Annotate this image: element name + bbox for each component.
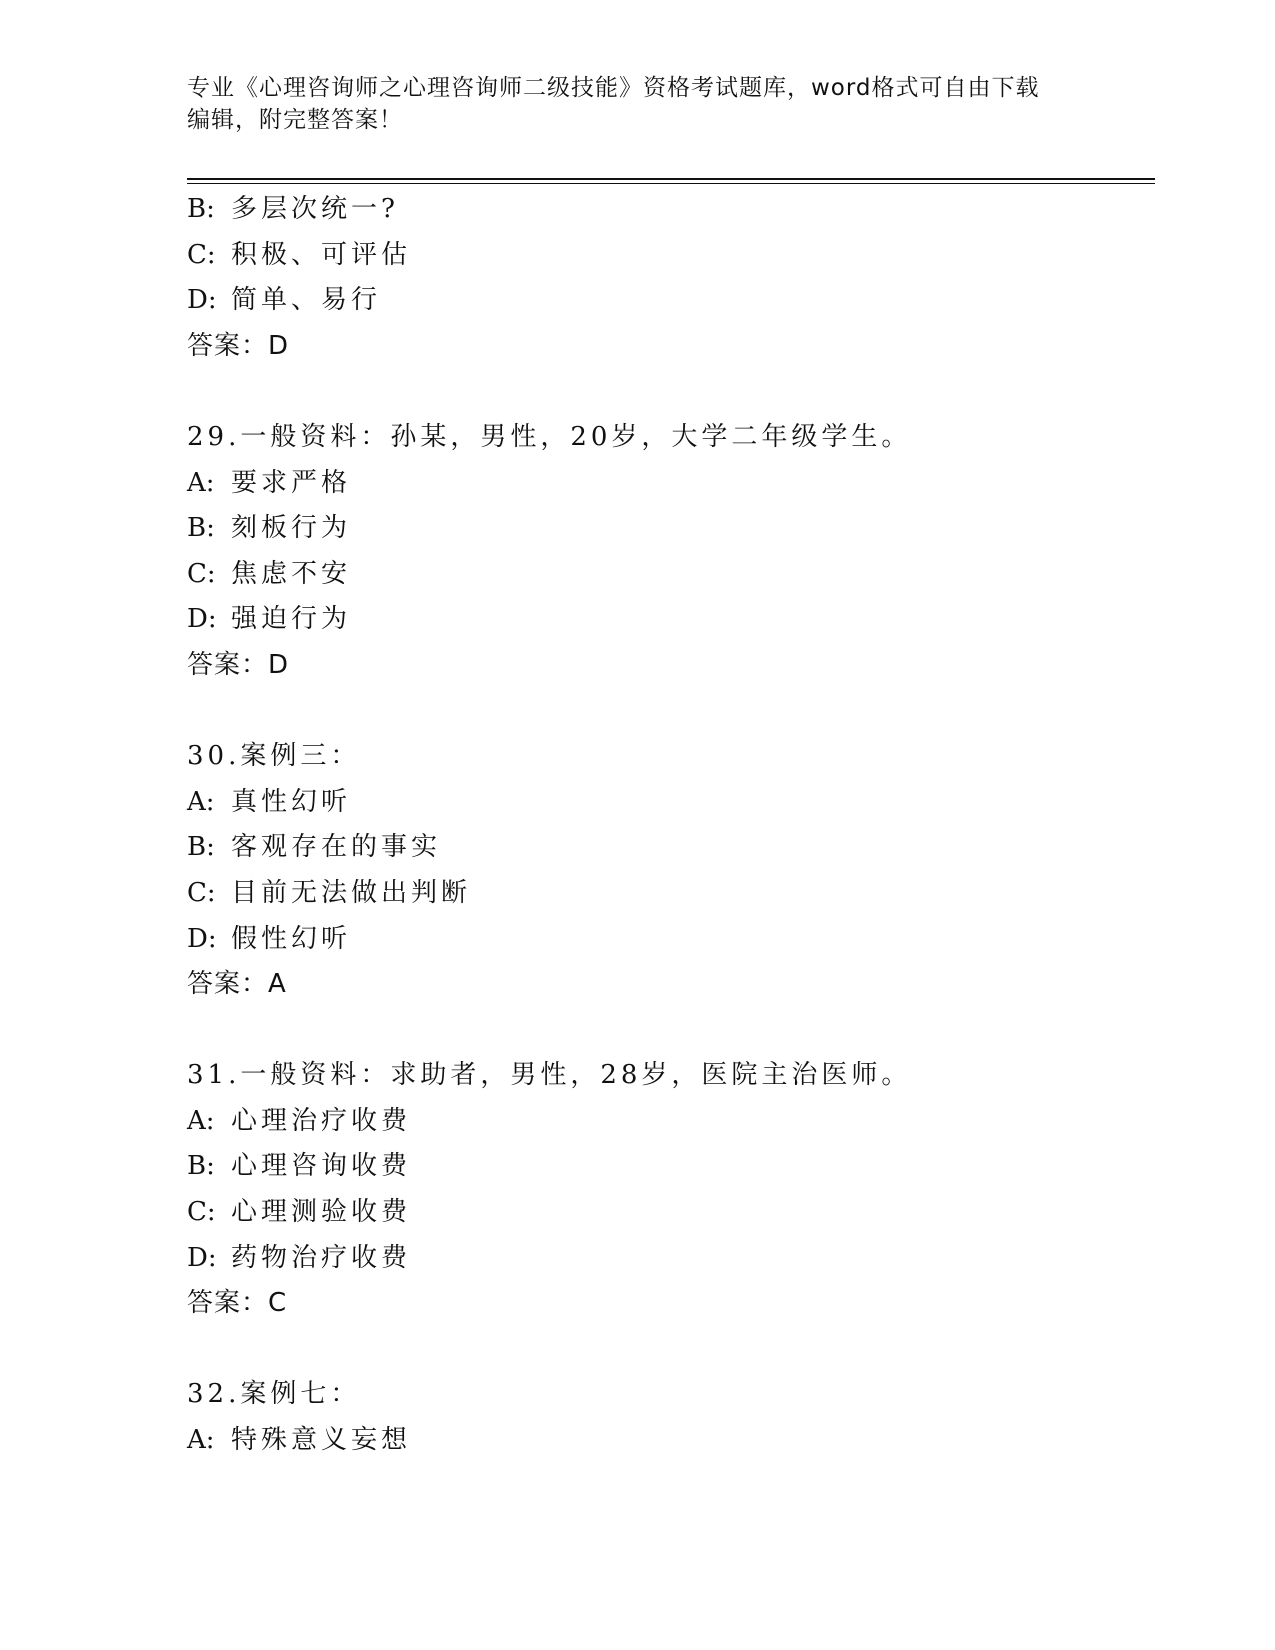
option-label: B: — [187, 513, 215, 544]
question-block-32 — [187, 1372, 1155, 1463]
option-label: D: — [187, 604, 217, 635]
answer-line: 答案：C — [187, 1288, 288, 1319]
option-a — [187, 1099, 1155, 1145]
option-text: 要求严格 — [231, 467, 352, 498]
header-divider-thick — [187, 178, 1155, 180]
question-text: 29.一般资料：孙某，男性，20岁，大学二年级学生。 — [187, 421, 912, 452]
option-label: B: — [187, 1151, 215, 1182]
question-block-30 — [187, 734, 1155, 1008]
option-text: 假性幻听 — [231, 923, 352, 954]
header-line-2: 编辑，附完整答案！ — [187, 107, 403, 133]
option-label: A: — [187, 1425, 215, 1456]
spacer — [187, 369, 1155, 415]
option-label: A: — [187, 1105, 215, 1136]
option-c — [187, 1190, 1155, 1236]
option-d — [187, 1236, 1155, 1282]
option-b — [187, 1144, 1155, 1190]
option-text: 真性幻听 — [231, 786, 352, 817]
option-text: 药物治疗收费 — [231, 1242, 412, 1273]
option-label: C: — [187, 1197, 216, 1228]
option-d — [187, 278, 1155, 324]
option-text: 心理咨询收费 — [231, 1151, 412, 1182]
option-b — [187, 187, 1155, 233]
option-text: 焦虑不安 — [231, 558, 352, 589]
question-block-29 — [187, 415, 1155, 689]
spacer — [187, 1327, 1155, 1373]
question-text: 32.案例七： — [187, 1379, 361, 1410]
option-d — [187, 597, 1155, 643]
option-d — [187, 917, 1155, 963]
question-block-31 — [187, 1053, 1155, 1327]
option-b — [187, 825, 1155, 871]
option-label: A: — [187, 786, 215, 817]
option-c — [187, 871, 1155, 917]
option-b — [187, 506, 1155, 552]
option-c — [187, 552, 1155, 598]
header-line-1: 专业《心理咨询师之心理咨询师二级技能》资格考试题库，word格式可自由下载 — [187, 75, 1040, 101]
option-label: B: — [187, 832, 215, 863]
question-list — [187, 187, 1155, 1464]
question-text: 30.案例三： — [187, 741, 361, 772]
option-text: 多层次统一? — [231, 194, 399, 224]
option-text: 客观存在的事实 — [231, 832, 442, 863]
option-c — [187, 233, 1155, 279]
spacer — [187, 1008, 1155, 1054]
option-text: 心理测验收费 — [231, 1197, 412, 1228]
option-text: 刻板行为 — [231, 513, 352, 544]
question-block-28 — [187, 187, 1155, 369]
option-a — [187, 461, 1155, 507]
answer-line: 答案：D — [187, 330, 290, 361]
option-label: D: — [187, 285, 217, 316]
option-label: C: — [187, 558, 216, 589]
option-text: 积极、可评估 — [231, 239, 412, 270]
option-text: 目前无法做出判断 — [231, 877, 472, 908]
option-text: 强迫行为 — [231, 604, 352, 635]
answer-line: 答案：D — [187, 649, 290, 680]
spacer — [187, 689, 1155, 735]
option-text: 特殊意义妄想 — [231, 1425, 412, 1456]
header-divider-thin — [187, 183, 1155, 184]
option-label: C: — [187, 239, 216, 270]
answer-line: 答案：A — [187, 969, 287, 1000]
option-a — [187, 780, 1155, 826]
option-label: D: — [187, 923, 217, 954]
option-label: A: — [187, 467, 215, 498]
question-text: 31.一般资料：求助者，男性，28岁，医院主治医师。 — [187, 1060, 912, 1091]
option-text: 简单、易行 — [231, 285, 382, 316]
option-text: 心理治疗收费 — [231, 1105, 412, 1136]
document-header — [187, 72, 1087, 136]
option-label: D: — [187, 1242, 217, 1273]
option-label: B: — [187, 194, 215, 224]
option-label: C: — [187, 877, 216, 908]
option-a — [187, 1418, 1155, 1464]
